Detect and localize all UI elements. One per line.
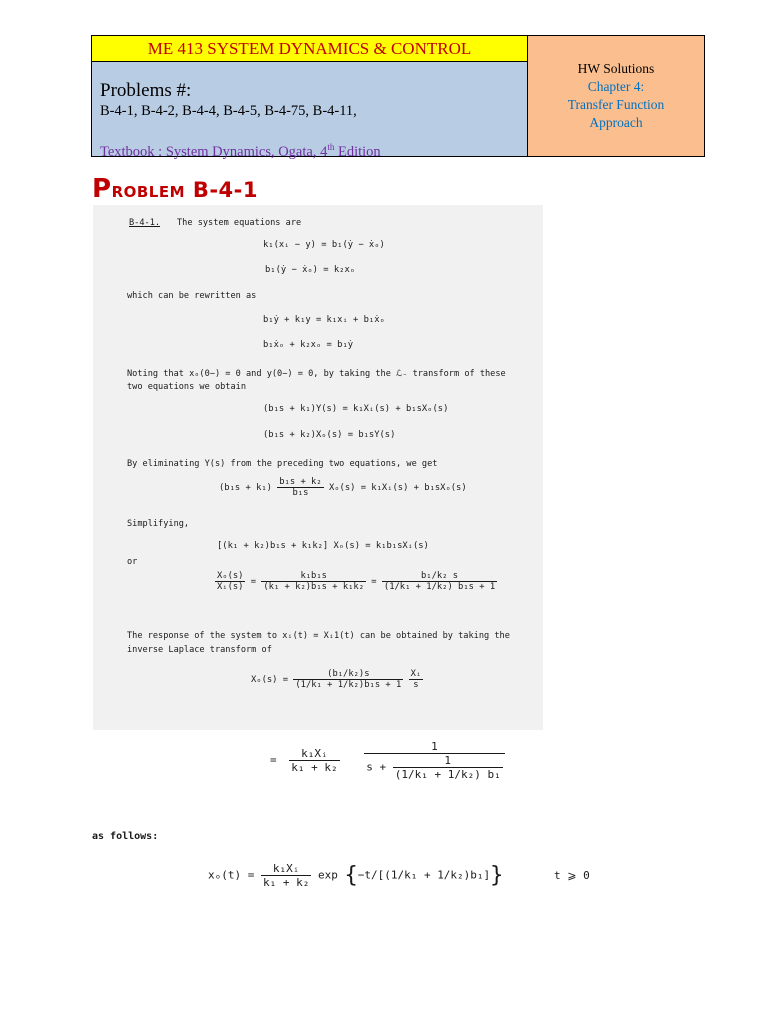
textbook-edition-sup: th (327, 142, 335, 152)
left-brace: { (344, 863, 358, 888)
eq9-lhs: Xₒ(s) = (251, 675, 289, 685)
final-fraction (261, 862, 311, 889)
chapter-title-line1: Transfer Function (567, 97, 665, 112)
tf-mid-den: (k₁ + k₂)b₁s + k₁k₂ (263, 582, 365, 592)
eq9-den: (1/k₁ + 1/k₂)b₁s + 1 (295, 680, 402, 690)
problem-heading-rest: roblem B-4-1 (111, 178, 259, 202)
textbook-suffix: Edition (334, 143, 381, 160)
tf-lhs-num: Xₒ(s) (217, 571, 244, 581)
eq10-r-den-s: s + (366, 760, 387, 774)
equation-10 (270, 740, 505, 781)
problem-label: B-4-1. (129, 218, 161, 228)
tf-rhs-den: (1/k₁ + 1/k₂) b₁s + 1 (383, 582, 496, 592)
as-follows-text: as follows: (92, 831, 159, 842)
problems-cell (92, 62, 527, 160)
equation-6: (b₁s + k₂)Xₒ(s) = b₁sY(s) (263, 430, 396, 440)
noting-line-2: two equations we obtain (127, 382, 246, 392)
final-exp: exp (317, 868, 338, 882)
hw-solutions-label: HW Solutions (577, 61, 655, 76)
tf-mid (261, 571, 366, 592)
noting-line-1: Noting that xₒ(0−) = 0 and y(0−) = 0, by taking the ℒ₋ transform of these (127, 369, 506, 379)
rewritten-text: which can be rewritten as (127, 291, 257, 301)
equation-5: (b₁s + k₁)Y(s) = k₁Xᵢ(s) + b₁sXₒ(s) (263, 404, 449, 414)
eq10-den: k₁ + k₂ (291, 761, 338, 774)
tf-rhs (382, 571, 497, 592)
final-equation (208, 862, 590, 889)
eq10-right-fraction (364, 740, 504, 781)
final-num: k₁Xᵢ (272, 862, 300, 875)
tf-mid-num: k₁b₁s (300, 571, 327, 581)
tf-rhs-num: b₁/k₂ s (420, 571, 459, 581)
eq7-den: b₁s (277, 487, 323, 498)
equation-7 (219, 477, 467, 498)
eq10-num: k₁Xᵢ (301, 747, 328, 760)
eq7-left: (b₁s + k₁) (219, 483, 272, 493)
eq7-right: Xₒ(s) = k₁Xᵢ(s) + b₁sXₒ(s) (328, 483, 467, 493)
eq7-fraction (277, 477, 323, 498)
eq9-r-den: s (409, 679, 424, 690)
header-table (91, 35, 705, 160)
equation-8: [(k₁ + k₂)b₁s + k₁k₂] Xₒ(s) = k₁b₁sXᵢ(s) (217, 541, 429, 551)
header-left-column (92, 36, 528, 160)
eq10-equals: = (270, 753, 277, 767)
intro-text: The system equations are (177, 218, 302, 228)
eq9-r-num: Xᵢ (410, 669, 422, 679)
simplifying-text: Simplifying, (127, 519, 190, 529)
tf-lhs-den: Xᵢ(s) (217, 582, 244, 592)
right-brace: } (490, 863, 504, 888)
eq9-fraction (293, 669, 403, 690)
equation-3: b₁ẏ + k₁y = k₁xᵢ + b₁ẋₒ (263, 315, 385, 325)
response-line-2: inverse Laplace transform of (127, 645, 272, 655)
eq9-right-fraction (409, 669, 424, 690)
problem-heading-initial: P (92, 174, 112, 204)
scanned-solution (93, 205, 543, 730)
problem-heading (92, 174, 258, 204)
course-title: ME 413 SYSTEM DYNAMICS & CONTROL (92, 36, 527, 62)
problems-heading: Problems #: (100, 80, 192, 101)
eq10-fraction (289, 747, 339, 774)
tf-lhs (215, 571, 245, 592)
textbook-prefix: Textbook : System Dynamics, Ogata, 4 (100, 143, 328, 160)
eliminating-text: By eliminating Y(s) from the preceding two equations, we get (127, 459, 438, 469)
final-condition: t ⩾ 0 (554, 868, 590, 882)
equation-2: b₁(ẏ − ẋₒ) = k₂xₒ (265, 265, 356, 275)
eq10-r-den (364, 753, 504, 781)
chapter-title-line2: Approach (589, 115, 643, 130)
eq10-r-num: 1 (431, 740, 438, 753)
equation-1: k₁(xᵢ − y) = b₁(ẏ − ẋₒ) (263, 240, 385, 250)
transfer-function: $\frac{\text{Xₒ(s)}}{\text{Xᵢ(s)}}$ = $\frac{\text{k₁b₁s}}{\text{(k₁ + k₂)b₁s + k₁k₂}}$ = $\frac{\text{b₁/k₂ s}}{\text{(1/k₁ + 1/k₂) b₁s + 1}}$ (217, 571, 496, 592)
eq9-num: (b₁/k₂)s (327, 669, 370, 679)
eq7-num: b₁s + k₂ (279, 477, 322, 487)
textbook-reference (100, 142, 381, 161)
final-lhs: xₒ(t) = (208, 868, 255, 882)
eq10-inner-num: 1 (444, 754, 452, 767)
eq10-inner-fraction (393, 754, 503, 781)
final-inner: −t/[(1/k₁ + 1/k₂)b₁] (357, 868, 491, 882)
problems-list: B-4-1, B-4-2, B-4-4, B-4-5, B-4-75, B-4-11, (100, 103, 357, 119)
header-right-column (528, 36, 704, 156)
eq10-inner-den: (1/k₁ + 1/k₂) b₁ (394, 768, 501, 781)
or-text: or (127, 557, 138, 567)
equation-4: b₁ẋₒ + k₂xₒ = b₁ẏ (263, 340, 354, 350)
equation-9 (251, 669, 423, 690)
final-den: k₁ + k₂ (262, 876, 310, 889)
response-line-1: The response of the system to xᵢ(t) = Xᵢ1(t) can be obtained by taking the (127, 631, 510, 641)
chapter-number: Chapter 4: (587, 79, 645, 94)
